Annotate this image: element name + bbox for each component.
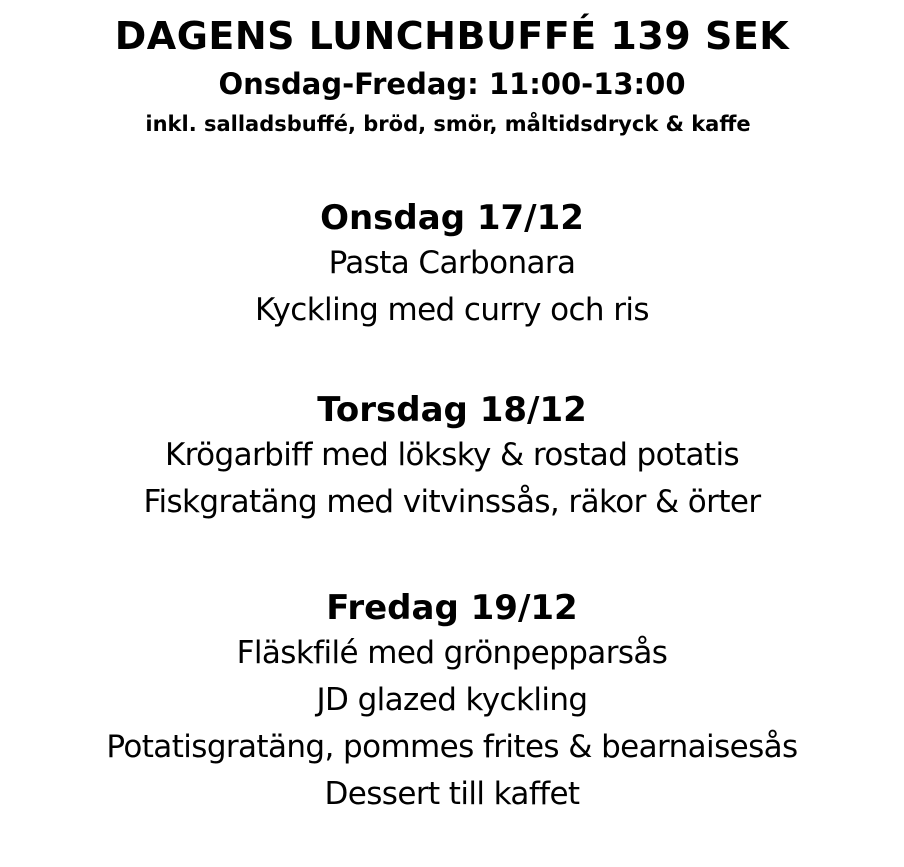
day-section-wednesday [0,196,904,334]
day-heading: Torsdag 18/12 [317,390,587,430]
dish-item: Potatisgratäng, pommes frites & bearnaisesås [106,729,798,765]
dish-item: Dessert till kaffet [324,776,580,812]
opening-hours: Onsdag-Fredag: 11:00-13:00 [218,67,686,101]
dish-item: Pasta Carbonara [328,245,576,281]
dish-item: Fläskfilé med grönpepparsås [236,635,668,671]
day-section-thursday [0,388,904,526]
day-heading: Fredag 19/12 [326,588,578,628]
day-section-friday [0,586,904,818]
dish-item: Kyckling med curry och ris [255,292,649,328]
menu-title: DAGENS LUNCHBUFFÉ 139 SEK [114,14,790,58]
buffet-inclusions: inkl. salladsbuffé, bröd, smör, måltidsdryck & kaffe [145,112,751,136]
dish-item: Krögarbiff med löksky & rostad potatis [164,437,740,473]
dish-item: Fiskgratäng med vitvinssås, räkor & örter [143,484,761,520]
day-heading: Onsdag 17/12 [320,198,584,238]
dish-item: JD glazed kyckling [316,682,588,718]
